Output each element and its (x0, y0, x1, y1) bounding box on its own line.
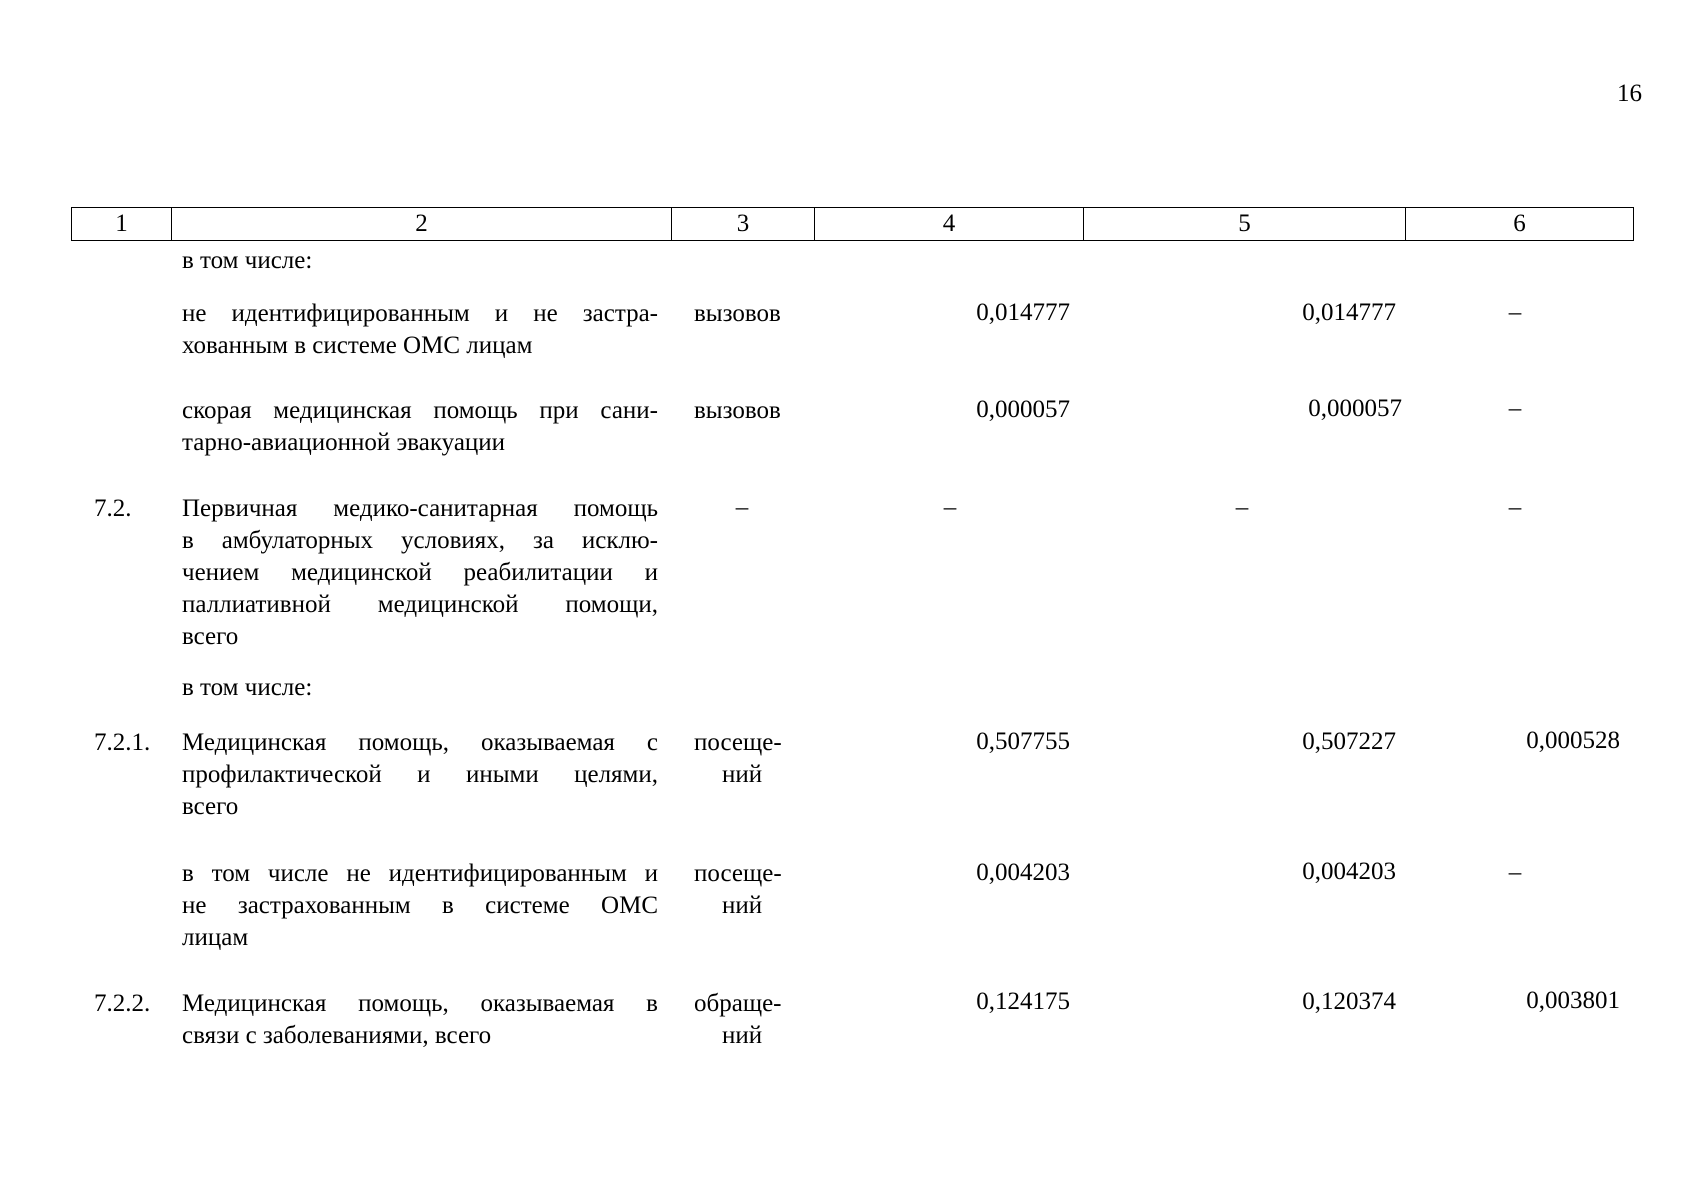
table-row-5-col5: 0,507227 (1302, 728, 1396, 755)
desc-line: лицам (182, 924, 249, 951)
table-row-2-col6: – (1508, 395, 1522, 422)
unit-line: ний (722, 892, 763, 919)
table-row-5-col4: 0,507755 (976, 728, 1070, 755)
unit-line: вызовов (694, 397, 781, 424)
table-row-1-unit (694, 298, 794, 330)
table-row-7-unit (694, 988, 794, 1052)
table-row-1-col4: 0,014777 (976, 299, 1070, 326)
unit-line: посеще- (694, 729, 782, 756)
header-col-2: 2 (172, 208, 672, 240)
table-row-3-col6: – (1508, 494, 1522, 521)
table-row-7-col4: 0,124175 (976, 988, 1070, 1015)
table-row-3-desc (182, 493, 658, 653)
header-col-3: 3 (672, 208, 815, 240)
table-row-6-col6: – (1508, 859, 1522, 886)
table-row-4-desc (182, 672, 658, 704)
header-col-1: 1 (72, 208, 172, 240)
desc-line: в том числе: (182, 247, 313, 274)
table-row-3-col5: – (1235, 494, 1249, 521)
table-row-1-col6: – (1508, 299, 1522, 326)
table-row-6-col4: 0,004203 (976, 859, 1070, 886)
table-row-6-col5: 0,004203 (1302, 858, 1396, 885)
unit-line: ний (722, 1022, 763, 1049)
desc-line: чением медицинской реабилитации и (182, 559, 658, 586)
desc-line: в том числе: (182, 674, 313, 701)
table-row-0-desc (182, 245, 658, 277)
desc-line: Медицинская помощь, оказываемая в (182, 990, 658, 1017)
header-col-4: 4 (815, 208, 1084, 240)
desc-line: в том числе не идентифицированным и (182, 860, 658, 887)
desc-line: скорая медицинская помощь при сани- (182, 397, 658, 424)
table-row-2-col5: 0,000057 (1308, 395, 1402, 422)
desc-line: не идентифицированным и не застра- (182, 300, 658, 327)
table-row-5-unit (694, 727, 794, 791)
desc-line: связи с заболеваниями, всего (182, 1022, 492, 1049)
desc-line: не застрахованным в системе ОМС (182, 892, 658, 919)
table-row-7-col6: 0,003801 (1526, 987, 1620, 1014)
unit-line: обраще- (694, 990, 782, 1017)
desc-line: Первичная медико-санитарная помощь (182, 495, 658, 522)
desc-line: Медицинская помощь, оказываемая с (182, 729, 658, 756)
desc-line: хованным в системе ОМС лицам (182, 332, 533, 359)
table-row-5-col6: 0,000528 (1526, 727, 1620, 754)
desc-line: всего (182, 623, 239, 650)
table-row-7-desc (182, 988, 658, 1052)
unit-line: вызовов (694, 300, 781, 327)
table-row-3-col4: – (943, 494, 957, 521)
table-row-7-num: 7.2.2. (94, 990, 151, 1017)
table-row-7-col5: 0,120374 (1302, 988, 1396, 1015)
desc-line: в амбулаторных условиях, за исклю- (182, 527, 658, 554)
desc-line: профилактической и иными целями, (182, 761, 658, 788)
table-row-1-col5: 0,014777 (1302, 299, 1396, 326)
table-row-6-desc (182, 858, 658, 954)
header-col-5: 5 (1084, 208, 1406, 240)
table-row-6-unit (694, 858, 794, 922)
header-col-6: 6 (1513, 210, 1526, 237)
desc-line: тарно-авиационной эвакуации (182, 429, 506, 456)
table-row-3-unit: – (735, 494, 749, 521)
table-row-2-unit (694, 395, 794, 427)
table-row-5-num: 7.2.1. (94, 729, 151, 756)
table-row-5-desc (182, 727, 658, 823)
table-header-row (71, 207, 1634, 241)
desc-line: всего (182, 793, 239, 820)
page-number: 16 (1617, 80, 1642, 107)
desc-line: паллиативной медицинской помощи, (182, 591, 658, 618)
table-row-2-desc (182, 395, 658, 459)
unit-line: посеще- (694, 860, 782, 887)
table-row-2-col4: 0,000057 (976, 396, 1070, 423)
table-row-1-desc (182, 298, 658, 362)
unit-line: ний (722, 761, 763, 788)
table-row-3-num: 7.2. (94, 495, 132, 522)
